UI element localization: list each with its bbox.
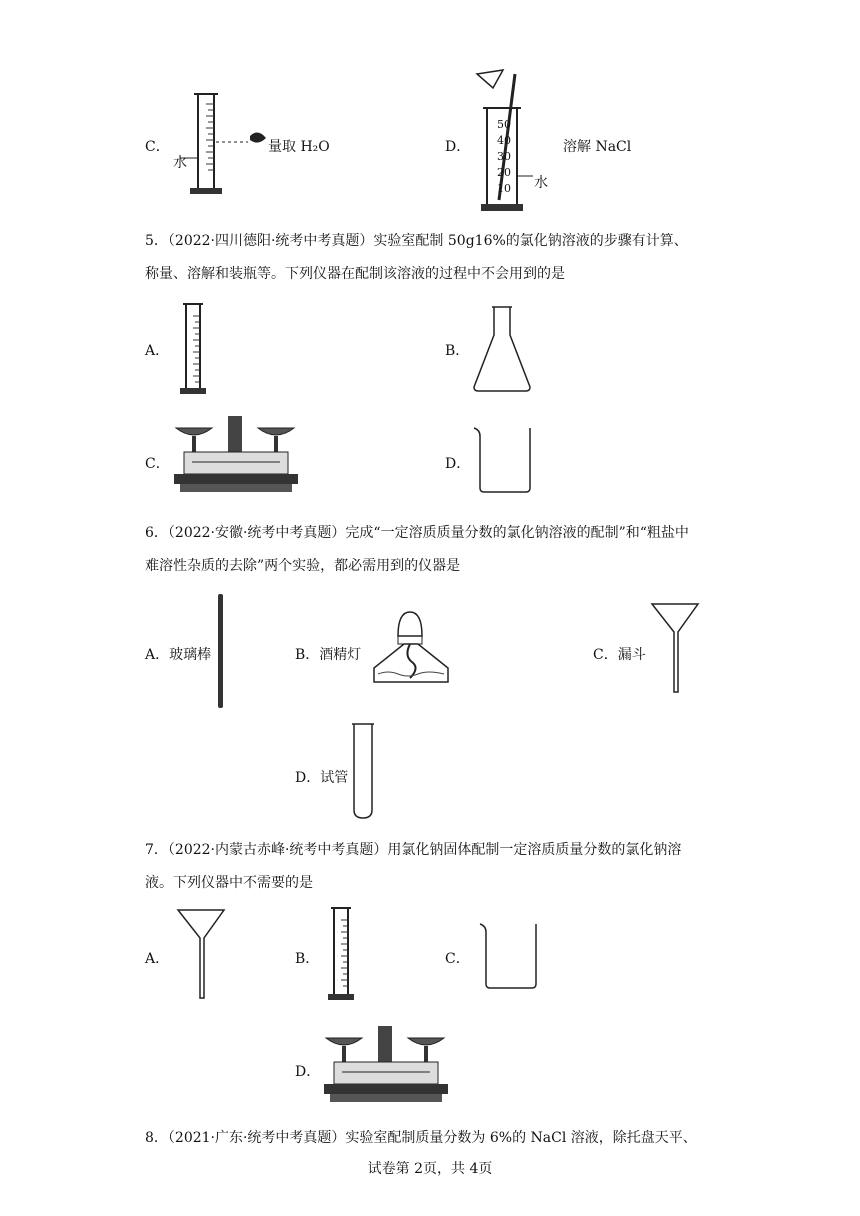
graduated-cylinder-reading-icon — [170, 88, 280, 200]
graduated-cylinder-icon — [326, 906, 366, 1004]
q5-option-a: A． — [145, 343, 170, 359]
funnel-icon — [650, 602, 702, 696]
beaker-icon — [472, 426, 538, 496]
q4-option-d-letter: D． — [445, 139, 471, 155]
q7-option-a: A． — [145, 951, 170, 967]
tick-10: 10 — [497, 182, 511, 195]
tick-20: 20 — [497, 166, 511, 179]
question-8-stem: 8．（2021·广东·统考中考真题）实验室配制质量分数为 6%的 NaCl 溶液，除托盘天平、 — [145, 1130, 697, 1146]
q7-option-c: C． — [445, 951, 470, 967]
glass-rod-icon — [216, 594, 226, 710]
q4-option-c-letter: C． — [145, 139, 170, 155]
alcohol-lamp-icon — [368, 608, 454, 696]
tick-30: 30 — [497, 150, 511, 163]
water-label-d: 水 — [534, 175, 548, 191]
q5-option-d: D． — [445, 456, 471, 472]
beaker-icon — [478, 922, 544, 992]
dissolving-cylinder-icon — [475, 70, 555, 215]
q5-option-b: B． — [445, 343, 470, 359]
q7-option-b: B． — [295, 951, 320, 967]
water-label-c: 水 — [173, 155, 187, 171]
q6-option-d: D．试管 — [295, 770, 349, 786]
tick-50: 50 — [497, 118, 511, 131]
q6-option-a: A．玻璃棒 — [145, 647, 212, 663]
question-6-stem: 6．（2022·安徽·统考中考真题）完成“一定溶质质量分数的氯化钠溶液的配制”和“粗盐中 难溶性杂质的去除”两个实验，都必需用到的仪器是 — [145, 525, 689, 574]
tick-40: 40 — [497, 134, 511, 147]
q6-option-b: B．酒精灯 — [295, 647, 362, 663]
funnel-icon — [176, 908, 228, 1002]
q6-option-c: C．漏斗 — [593, 647, 646, 663]
q5-option-c: C． — [145, 456, 170, 472]
question-5-stem: 5．（2022·四川德阳·统考中考真题）实验室配制 50g16%的氯化钠溶液的步骤有计算、 称量、溶解和装瓶等。下列仪器在配制该溶液的过程中不会用到的是 — [145, 233, 688, 282]
q4-option-c-text: 量取 H₂O — [268, 139, 330, 155]
balance-scale-icon — [322, 1022, 462, 1112]
test-tube-icon — [348, 722, 378, 822]
question-7-stem: 7．（2022·内蒙古赤峰·统考中考真题）用氯化钠固体配制一定溶质质量分数的氯化钠溶 液。下列仪器中不需要的是 — [145, 842, 682, 891]
balance-scale-icon — [172, 412, 312, 502]
conical-flask-icon — [472, 305, 532, 395]
q4-option-d-text: 溶解 NaCl — [563, 139, 632, 155]
q7-option-d: D． — [295, 1064, 321, 1080]
graduated-cylinder-icon — [178, 302, 218, 398]
page-footer: 试卷第 2页，共 4页 — [367, 1161, 493, 1177]
